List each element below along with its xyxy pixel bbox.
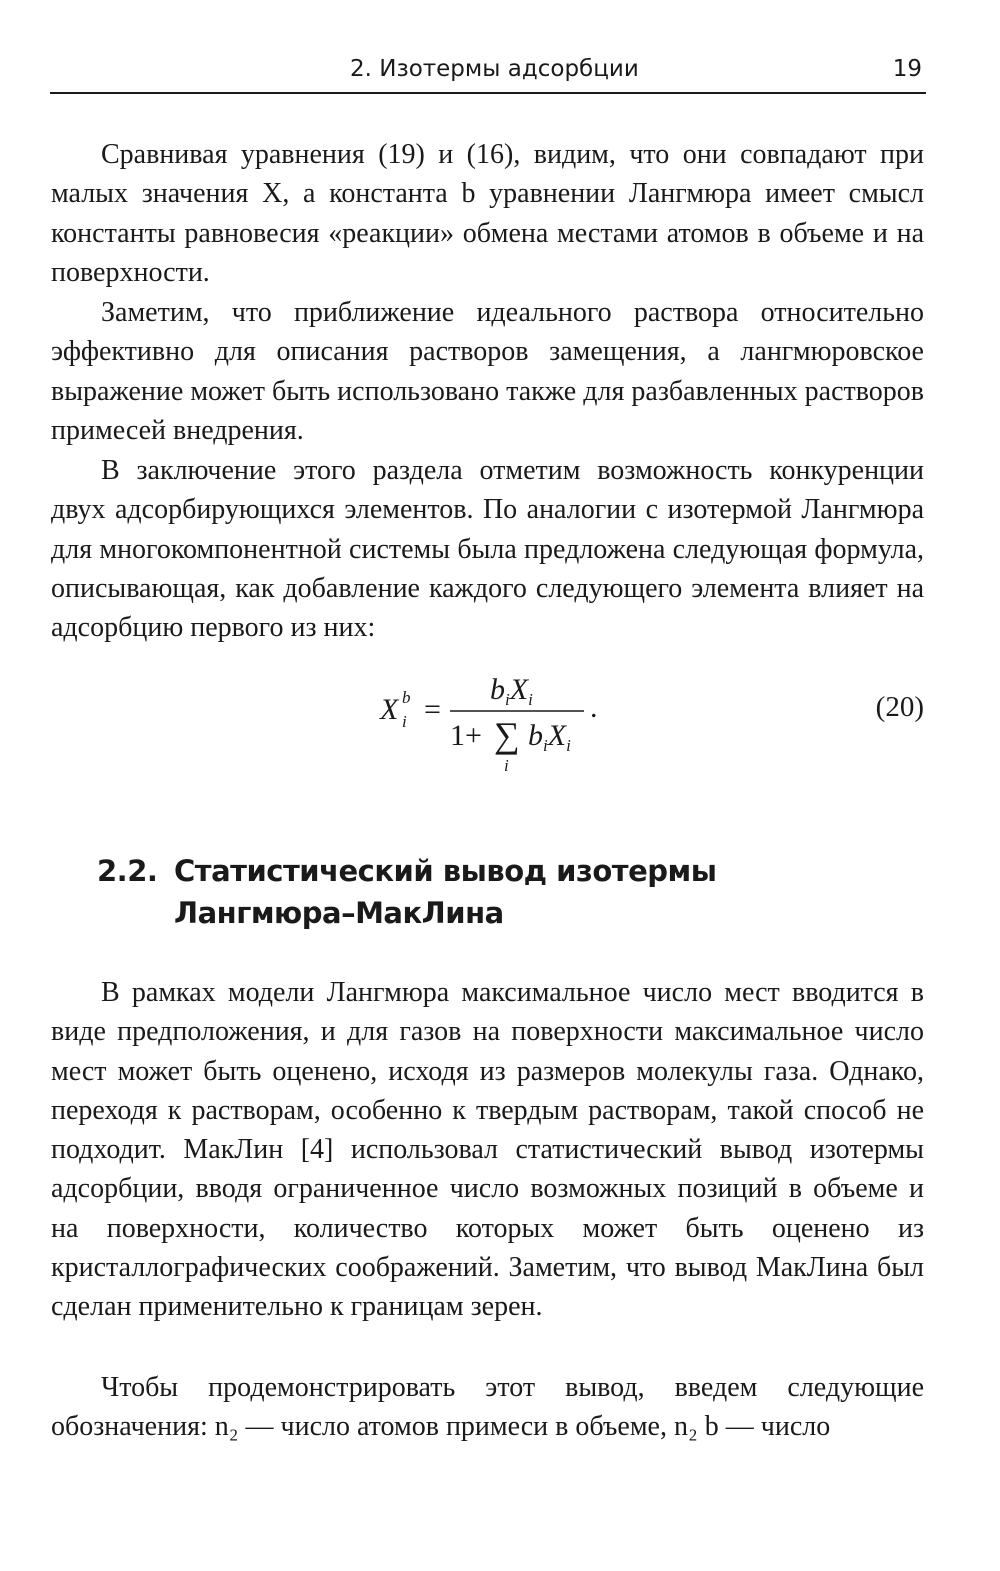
paragraph-1: Сравнивая уравнения (19) и (16), видим, что они совпадают при малых значения X, а константа b уравнении Лангмюра имеет смысл константы равновесия «реакции» обмена местами атомов в объеме и на поверхности. xyxy=(51,139,924,288)
paragraph-5: Чтобы продемонстрировать этот вывод, введем следующие обозначения: n₂ — число атомов примеси в объеме, n₂ b — число xyxy=(51,1372,924,1443)
sum-index: i xyxy=(504,756,509,775)
section-number: 2.2. xyxy=(97,854,158,888)
formula-lhs-subscript: i xyxy=(402,712,407,731)
page-number: 19 xyxy=(892,56,922,82)
formula-denominator-term: $b_iX_i$ xyxy=(528,719,571,755)
running-title: 2. Изотермы адсорбции xyxy=(350,56,639,82)
paragraph-2: Заметим, что приближение идеального раствора относительно эффективно для описания растворов замещения, а лангмюровское выражение может быть использовано также для разбавленных растворов примесей внедрения. xyxy=(51,297,924,446)
formula-lhs-superscript: b xyxy=(402,688,411,707)
sum-symbol: ∑ xyxy=(494,715,520,755)
equation-number: (20) xyxy=(875,691,924,723)
langmuir-multicomponent-formula xyxy=(378,665,638,775)
formula-lhs-symbol: X xyxy=(380,693,399,726)
formula-equals: = xyxy=(424,693,441,726)
section-title xyxy=(174,850,774,934)
paragraph-4: В рамках модели Лангмюра максимальное число мест вводится в виде предположения, и для газов на поверхности максимальное число мест может быть оценено, исходя из размеров молекулы газа. Однако, переходя к растворам, особенно к твердым растворам, такой способ не подходит. МакЛин [4] использовал статистический вывод изотермы адсорбции, вводя ограниченное число возможных позиций в объеме и на поверхности, количество которых может быть оценено из кристаллографических соображений. Заметим, что вывод МакЛина был сделан применительно к границам зерен. xyxy=(51,977,924,1323)
formula-trailing-dot: . xyxy=(590,691,598,724)
formula-denominator-one-plus: 1+ xyxy=(450,719,482,752)
section-title-line-2: Лангмюра–МакЛина xyxy=(174,896,504,930)
section-title-line-1: Статистический вывод изотермы xyxy=(174,854,717,888)
paragraph-3: В заключение этого раздела отметим возможность конкуренции двух адсорбирующихся элементов. По аналогии с изотермой Лангмюра для многокомпонентной системы была предложена следующая формула, описывающая, как добавление каждого следующего элемента влияет на адсорбцию первого из них: xyxy=(51,455,924,644)
formula-numerator: $b_iX_i$ xyxy=(490,673,533,709)
page-header xyxy=(50,48,926,94)
